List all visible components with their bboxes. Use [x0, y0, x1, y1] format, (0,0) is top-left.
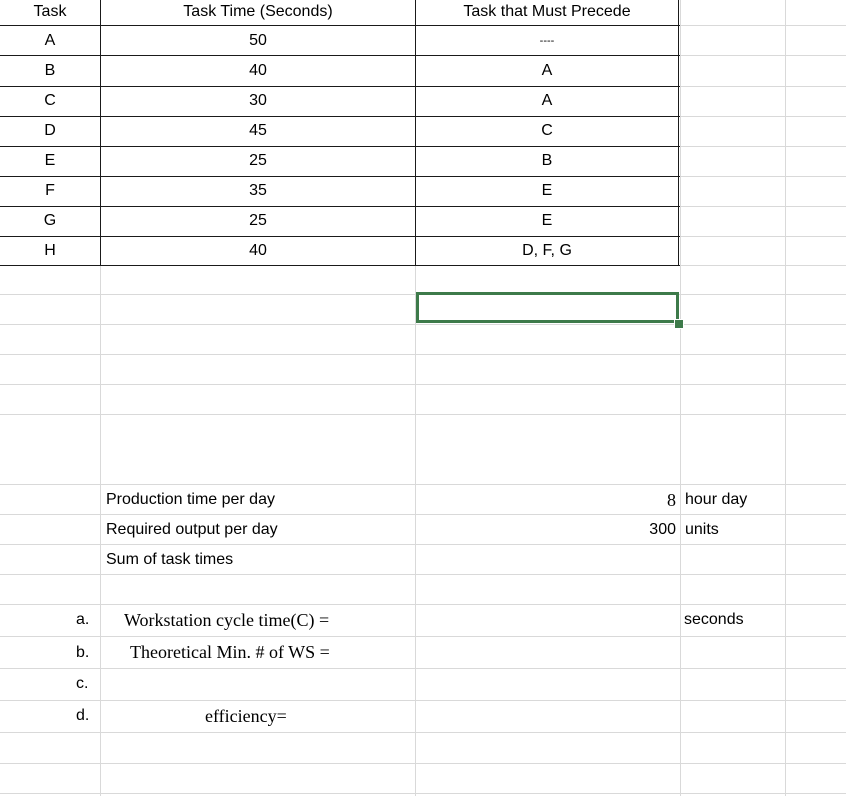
task-cell[interactable]: C: [44, 92, 56, 109]
gridline: [0, 668, 846, 669]
gridline: [785, 0, 786, 796]
task-cell[interactable]: H: [44, 242, 56, 259]
precede-cell[interactable]: C: [541, 122, 553, 139]
header-task[interactable]: Task: [33, 3, 67, 20]
precede-cell[interactable]: E: [541, 212, 553, 229]
fill-handle[interactable]: [674, 319, 684, 329]
precede-cell[interactable]: ----: [539, 35, 555, 47]
gridline: [0, 354, 846, 355]
required-output-unit[interactable]: units: [685, 521, 719, 538]
question-d-label[interactable]: efficiency=: [205, 706, 287, 726]
precede-cell[interactable]: B: [541, 152, 553, 169]
task-cell[interactable]: B: [44, 62, 56, 79]
precede-cell[interactable]: A: [541, 92, 553, 109]
task-time-cell[interactable]: 25: [249, 152, 267, 169]
gridline: [0, 636, 846, 637]
task-cell[interactable]: A: [44, 32, 56, 49]
question-a-label[interactable]: Workstation cycle time(C) =: [124, 610, 330, 630]
required-output-label[interactable]: Required output per day: [106, 521, 278, 538]
question-c-marker[interactable]: c.: [76, 675, 89, 692]
gridline: [0, 384, 846, 385]
precede-cell[interactable]: D, F, G: [522, 242, 572, 259]
task-cell[interactable]: G: [43, 212, 57, 229]
gridline: [0, 700, 846, 701]
task-time-cell[interactable]: 40: [249, 62, 267, 79]
production-time-unit[interactable]: hour day: [685, 491, 748, 508]
production-time-label[interactable]: Production time per day: [106, 491, 275, 508]
precede-cell[interactable]: E: [541, 182, 553, 199]
task-cell[interactable]: E: [44, 152, 56, 169]
required-output-value[interactable]: 300: [649, 521, 676, 538]
question-a-unit[interactable]: seconds: [684, 611, 744, 628]
task-time-cell[interactable]: 45: [249, 122, 267, 139]
production-time-value[interactable]: 8: [667, 490, 676, 510]
gridline: [0, 763, 846, 764]
gridline: [0, 793, 846, 794]
sum-task-times-label[interactable]: Sum of task times: [106, 551, 234, 568]
task-time-cell[interactable]: 25: [249, 212, 267, 229]
task-cell[interactable]: F: [45, 182, 55, 199]
gridline: [0, 414, 846, 415]
gridline: [0, 732, 846, 733]
table-border: [678, 0, 679, 266]
gridline: [0, 324, 846, 325]
task-cell[interactable]: D: [44, 122, 56, 139]
header-precede[interactable]: Task that Must Precede: [463, 3, 631, 20]
selected-cell[interactable]: [416, 292, 679, 323]
question-b-marker[interactable]: b.: [76, 644, 90, 661]
task-time-cell[interactable]: 35: [249, 182, 267, 199]
precede-cell[interactable]: A: [541, 62, 553, 79]
task-time-cell[interactable]: 50: [249, 32, 267, 49]
gridline: [680, 0, 681, 796]
question-d-marker[interactable]: d.: [76, 707, 90, 724]
question-b-label[interactable]: Theoretical Min. # of WS =: [130, 642, 330, 662]
task-time-cell[interactable]: 40: [249, 242, 267, 259]
task-time-cell[interactable]: 30: [249, 92, 267, 109]
header-task-time[interactable]: Task Time (Seconds): [183, 3, 333, 20]
question-a-marker[interactable]: a.: [76, 611, 90, 628]
